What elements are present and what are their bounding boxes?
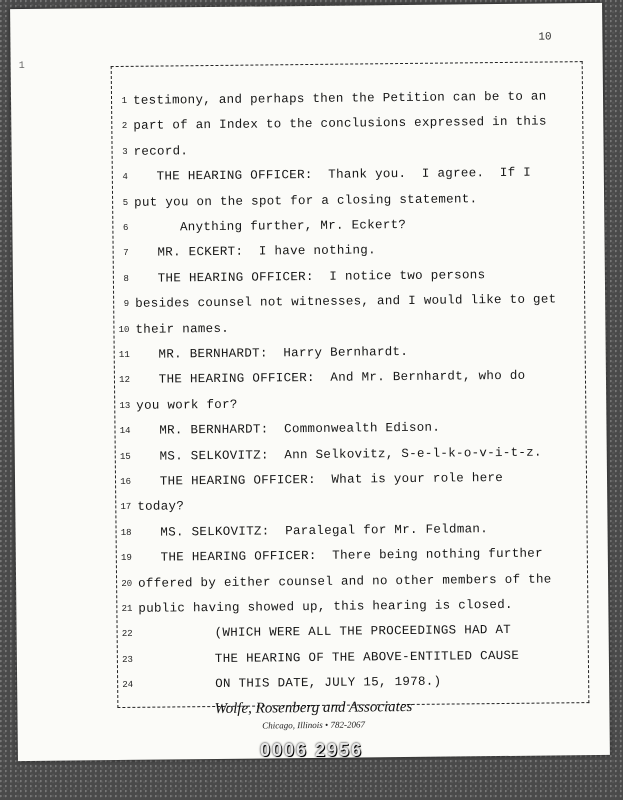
line-number: 17 bbox=[120, 502, 132, 513]
transcript-line: MS. SELKOVITZ: Ann Selkovitz, S-e-l-k-o-v-i-t-z. bbox=[159, 445, 542, 464]
line-number: 23 bbox=[122, 654, 133, 665]
reporter-firm: Wolfe, Rosenberg and Associates bbox=[214, 698, 413, 718]
transcript-line: THE HEARING OFFICER: There being nothing further bbox=[160, 546, 543, 565]
line-number: 12 bbox=[119, 375, 131, 386]
transcript-line: offered by either counsel and no other members of the bbox=[138, 572, 552, 591]
line-number: 6 bbox=[122, 222, 129, 233]
transcript-line: public having showed up, this hearing is closed. bbox=[138, 597, 513, 616]
line-number: 20 bbox=[121, 578, 133, 589]
line-number: 1 bbox=[121, 95, 128, 106]
transcript-line: (WHICH WERE ALL THE PROCEEDINGS HAD AT bbox=[214, 623, 512, 641]
line-number: 10 bbox=[118, 324, 130, 335]
transcript-line: besides counsel not witnesses, and I would like to get bbox=[135, 292, 557, 312]
transcript-line: part of an Index to the conclusions expressed in this bbox=[133, 114, 547, 134]
page-number: 10 bbox=[538, 31, 552, 44]
transcript-line: THE HEARING OFFICER: I notice two persons bbox=[157, 267, 486, 286]
transcript-line: their names. bbox=[135, 321, 230, 337]
transcript-line: Anything further, Mr. Eckert? bbox=[179, 217, 407, 235]
transcript-line: put you on the spot for a closing statement. bbox=[134, 191, 478, 210]
transcript-line: THE HEARING OFFICER: What is your role here bbox=[159, 470, 504, 489]
transcript-line: THE HEARING OFFICER: And Mr. Bernhardt, who do bbox=[158, 369, 526, 387]
transcript-line: today? bbox=[137, 499, 185, 515]
transcript-line: MR. BERNHARDT: Harry Bernhardt. bbox=[158, 344, 409, 362]
transcript-line: ON THIS DATE, JULY 15, 1978.) bbox=[215, 674, 442, 692]
line-number: 13 bbox=[119, 400, 131, 411]
line-number: 15 bbox=[119, 451, 131, 462]
line-number: 19 bbox=[120, 553, 132, 564]
transcript-line: record. bbox=[133, 144, 189, 159]
line-number: 18 bbox=[120, 527, 132, 538]
line-number: 11 bbox=[118, 349, 130, 360]
line-number: 4 bbox=[122, 172, 128, 183]
transcript-line: MS. SELKOVITZ: Paralegal for Mr. Feldman. bbox=[160, 521, 489, 540]
line-number: 2 bbox=[121, 121, 128, 132]
transcript-line: MR. ECKERT: I have nothing. bbox=[157, 243, 376, 260]
transcript-line: you work for? bbox=[136, 397, 238, 413]
line-number: 24 bbox=[122, 680, 134, 691]
margin-mark: 1 bbox=[18, 60, 25, 73]
line-number: 9 bbox=[123, 299, 130, 310]
line-number: 14 bbox=[119, 426, 131, 437]
transcript-line: MR. BERNHARDT: Commonwealth Edison. bbox=[159, 420, 441, 438]
transcript-line: THE HEARING OFFICER: Thank you. I agree. If I bbox=[156, 165, 532, 184]
line-number: 3 bbox=[122, 146, 128, 157]
reporter-address: Chicago, Illinois • 782-2067 bbox=[262, 719, 365, 731]
line-number: 7 bbox=[123, 248, 129, 259]
transcript-line: THE HEARING OF THE ABOVE-ENTITLED CAUSE bbox=[214, 648, 520, 666]
line-number: 22 bbox=[121, 629, 133, 640]
transcript-page bbox=[10, 3, 610, 761]
line-number: 8 bbox=[123, 273, 129, 284]
line-number: 5 bbox=[122, 197, 129, 208]
transcript-line: testimony, and perhaps then the Petition can be to an bbox=[132, 89, 547, 108]
document-stamp: 0006 2956 bbox=[259, 740, 364, 760]
line-number: 16 bbox=[120, 476, 132, 487]
line-number: 21 bbox=[121, 603, 133, 614]
